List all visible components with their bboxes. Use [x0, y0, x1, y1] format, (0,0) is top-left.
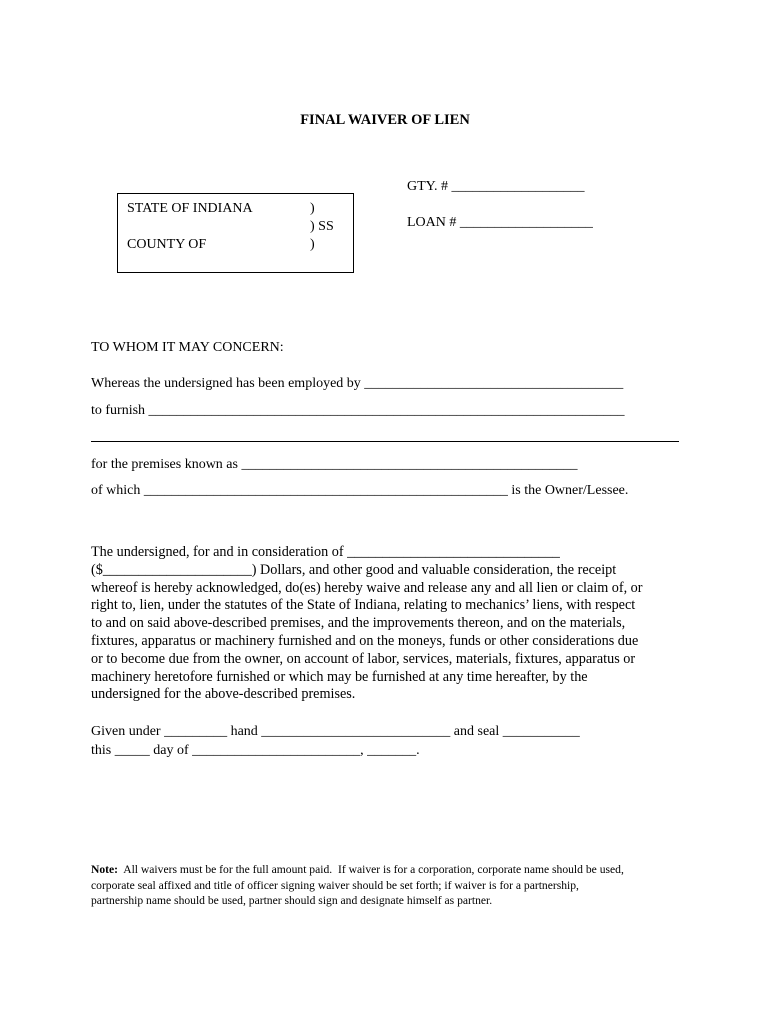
given-under-line[interactable]: Given under _________ hand ___________________________ and seal ___________: [91, 724, 580, 739]
consideration-paragraph: The undersigned, for and in consideration of ______________________________ ($_____________________) Dollars, and other good and valuable consideration, the receipt whereof is hereby acknowledged, do(es) hereby waive and release any and all lien or claim of, or right to, lien, under the statutes of the State of Indiana, relating to mechanics’ liens, with respect to and on said above-described premises, and the improvements thereon, and on the materials, fixtures, apparatus or machinery furnished and on the moneys, funds or other considerations due or to become due from the owner, on account of labor, services, materials, fixtures, apparatus or machinery heretofore furnished or which may be furnished at any time hereafter, by the undersigned for the above-described premises.: [91, 544, 643, 703]
day-of-line[interactable]: this _____ day of ________________________, _______.: [91, 743, 420, 758]
venue-ss: ) SS: [310, 219, 334, 234]
document-title: FINAL WAIVER OF LIEN: [300, 112, 470, 128]
venue-paren-top: ): [310, 201, 315, 216]
employed-by-line[interactable]: Whereas the undersigned has been employed by _____________________________________: [91, 376, 624, 391]
county-label: COUNTY OF: [127, 237, 207, 252]
gty-number-field[interactable]: GTY. # ___________________: [407, 179, 585, 194]
salutation: TO WHOM IT MAY CONCERN:: [91, 340, 284, 355]
owner-line[interactable]: of which ____________________________________________________ is the Owner/Lessee.: [91, 483, 629, 498]
state-label: STATE OF INDIANA: [127, 201, 253, 216]
furnish-line[interactable]: to furnish ____________________________________________________________________: [91, 403, 625, 418]
venue-paren-bottom: ): [310, 237, 315, 252]
note-text: All waivers must be for the full amount paid. If waiver is for a corporation, corporate name should be used, corporate seal affixed and title of officer signing waiver should be set forth; if waiver is for a partnership, partnership name should be used, partner should sign and designate himself as partner.: [91, 863, 624, 907]
premises-line[interactable]: for the premises known as ________________________________________________: [91, 457, 578, 472]
note-label: Note:: [91, 863, 119, 876]
note-section: [91, 862, 691, 909]
furnish-continuation-line[interactable]: [91, 441, 679, 442]
loan-number-field[interactable]: LOAN # ___________________: [407, 215, 593, 230]
